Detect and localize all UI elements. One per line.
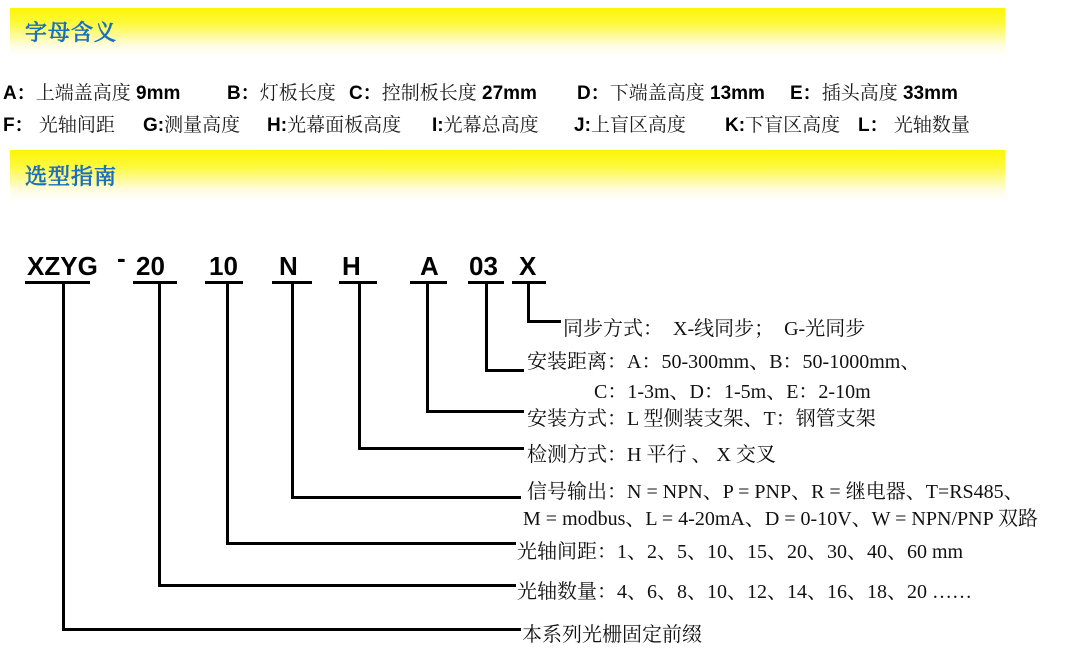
callout-vline-prefix: [62, 281, 65, 631]
letter-value-e: 插头高度: [821, 83, 898, 104]
legend-sync-mode: 同步方式： X-线同步； G-光同步: [563, 318, 866, 340]
letter-num-e: 33mm: [897, 83, 958, 104]
section-header-guide: [10, 150, 1005, 200]
letter-def-c: [349, 78, 537, 105]
section-header-letters: [10, 8, 1005, 55]
letter-key-k: K:: [725, 115, 746, 136]
letter-key-d: D：: [577, 83, 610, 104]
legend-signal-output-2: M = modbus、L = 4-20mA、D = 0-10V、W = NPN/PNP 双路: [523, 508, 1038, 530]
letter-value-b: 灯板长度: [259, 83, 336, 104]
callout-vline-detection-mode: [358, 281, 361, 450]
model-seg-sync-mode: X: [519, 251, 537, 281]
letter-value-a: 上端盖高度: [35, 83, 131, 104]
model-seg-beam-pitch: 10: [209, 251, 238, 281]
legend-install-distance-1: 安装距离：A：50-300mm、B：50-1000mm、: [527, 351, 921, 373]
letter-num-c: 27mm: [476, 83, 537, 104]
legend-beam-count: 光轴数量：4、6、8、10、12、14、16、18、20 ……: [517, 581, 972, 603]
letter-def-d: [577, 78, 765, 105]
callout-hline-beam-count: [158, 584, 516, 587]
letter-value-c: 控制板长度: [381, 83, 477, 104]
letter-key-a: A：: [3, 83, 36, 104]
legend-mounting: 安装方式：L 型侧装支架、T：钢管支架: [527, 408, 876, 430]
callout-hline-beam-pitch: [226, 542, 516, 545]
letter-value-j: 上盲区高度: [590, 115, 686, 136]
callout-hline-prefix: [62, 628, 521, 631]
letter-num-a: 9mm: [130, 83, 181, 104]
callout-vline-sync-mode: [527, 281, 530, 323]
callout-hline-install-distance: [485, 369, 524, 372]
letter-key-f: F：: [3, 115, 34, 136]
letter-def-a: [3, 78, 180, 105]
callout-hline-detection-mode: [358, 447, 524, 450]
letter-def-h: [267, 110, 401, 137]
legend-series-prefix: 本系列光栅固定前缀: [522, 624, 702, 646]
letter-key-h: H:: [267, 115, 288, 136]
legend-beam-pitch: 光轴间距：1、2、5、10、15、20、30、40、60 mm: [517, 541, 964, 563]
callout-vline-beam-count: [158, 281, 161, 587]
callout-hline-sync-mode: [527, 320, 561, 323]
letter-key-l: L：: [858, 115, 889, 136]
letter-key-g: G:: [143, 115, 165, 136]
letter-key-e: E：: [790, 83, 822, 104]
letter-def-i: [432, 110, 539, 137]
letter-value-i: 光幕总高度: [443, 115, 539, 136]
letter-value-d: 下端盖高度: [609, 83, 705, 104]
letter-value-h: 光幕面板高度: [287, 115, 402, 136]
model-seg-prefix: XZYG: [27, 251, 98, 281]
callout-underline-beam-count: [133, 281, 177, 284]
legend-install-distance-2: C：1-3m、D：1-5m、E：2-10m: [594, 381, 871, 403]
model-seg-beam-count: 20: [136, 251, 165, 281]
legend-signal-output-1: 信号输出：N = NPN、P = PNP、R = 继电器、T=RS485、: [527, 481, 1024, 503]
letter-value-f: 光轴间距: [33, 115, 115, 136]
letter-def-k: [725, 110, 840, 137]
model-seg-dash: -: [117, 243, 126, 273]
model-seg-signal-output: N: [279, 251, 298, 281]
letter-def-g: [143, 110, 240, 137]
letter-def-f: [3, 110, 115, 137]
letter-key-b: B：: [227, 83, 260, 104]
callout-vline-mounting: [426, 281, 429, 413]
letter-key-c: C：: [349, 83, 382, 104]
callout-underline-beam-pitch: [205, 281, 243, 284]
letter-num-d: 13mm: [704, 83, 765, 104]
letter-def-b: [227, 78, 336, 105]
callout-vline-install-distance: [485, 281, 488, 372]
letter-value-k: 下盲区高度: [745, 115, 841, 136]
callout-underline-prefix: [25, 281, 90, 284]
letter-def-j: [574, 110, 686, 137]
letter-def-e: [790, 78, 958, 105]
letter-def-l: [858, 110, 970, 137]
callout-vline-beam-pitch: [226, 281, 229, 545]
letter-key-j: J:: [574, 115, 591, 136]
guide-section-title: 选型指南: [25, 163, 118, 189]
callout-hline-signal-output: [291, 496, 521, 499]
letters-section-title: 字母含义: [25, 20, 118, 45]
letter-value-g: 测量高度: [164, 115, 241, 136]
letter-key-i: I:: [432, 115, 444, 136]
model-seg-mounting: A: [420, 251, 439, 281]
model-seg-detection-mode: H: [342, 251, 361, 281]
model-seg-install-distance: 03: [469, 251, 498, 281]
callout-hline-mounting: [426, 410, 524, 413]
letter-value-l: 光轴数量: [888, 115, 970, 136]
legend-detection-mode: 检测方式：H 平行 、 X 交叉: [527, 444, 776, 466]
callout-vline-signal-output: [291, 281, 294, 499]
